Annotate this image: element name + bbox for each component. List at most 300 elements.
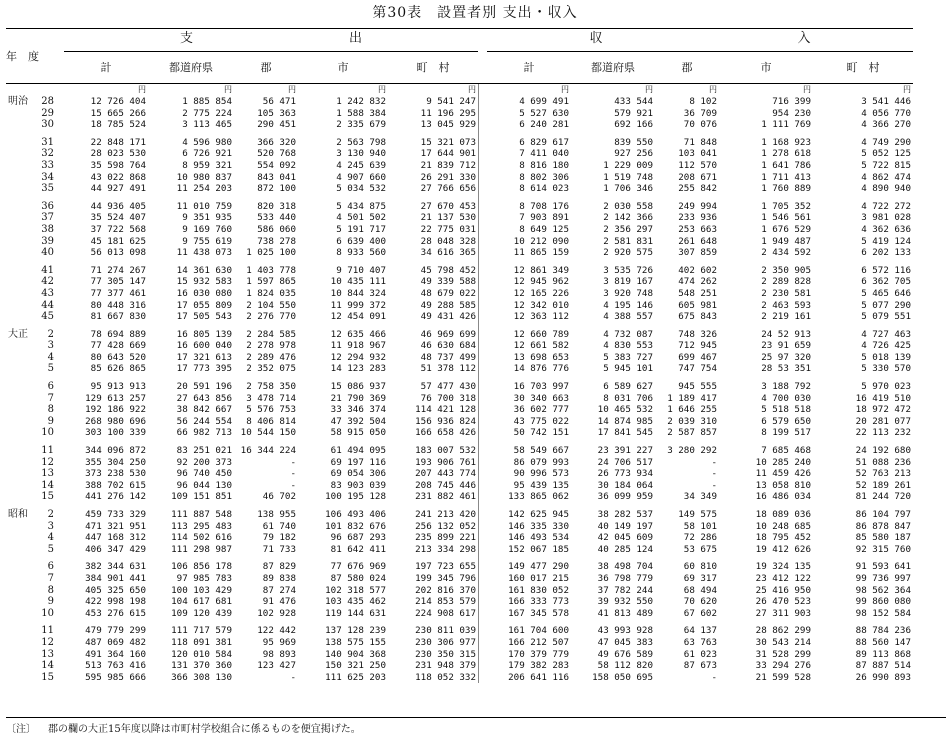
year-cell [6,532,64,544]
year-label: 6 [47,561,54,573]
expenditure-value: 14 123 283 [330,363,386,375]
expenditure-value: 111 717 579 [171,625,232,637]
expenditure-value: 214 853 579 [415,596,476,608]
income-value: 14 874 985 [597,415,653,427]
expenditure-value: 17 773 395 [176,363,232,375]
income-value: 5 052 125 [861,148,911,160]
income-value: 87 887 514 [855,660,911,672]
income-value: 34 349 [683,491,717,503]
income-value: 40 285 124 [597,543,653,555]
income-value: 170 379 779 [508,648,569,660]
income-value: 5 077 290 [861,299,911,311]
expenditure-value: 197 723 655 [415,561,476,573]
income-value: 954 230 [772,107,811,119]
income-value: 5 527 630 [519,107,569,119]
income-value: 58 549 667 [513,445,569,457]
unit-label: 円 [378,85,386,94]
year-cell [6,457,64,469]
column-gap [478,468,487,480]
income-value: 18 089 036 [755,509,811,520]
expenditure-value: 479 779 299 [85,625,146,637]
expenditure-value: 256 132 052 [415,520,476,532]
expenditure-value: 422 998 198 [85,596,146,608]
income-value: 91 593 641 [855,561,911,573]
income-value: 2 434 592 [761,247,811,259]
income-value: 17 841 545 [597,427,653,439]
income-value: 1 949 487 [761,235,811,247]
year-label: 11 [41,445,54,457]
year-cell [6,672,64,684]
expenditure-value: 231 948 379 [415,660,476,672]
expenditure-value: 1 885 854 [182,96,232,107]
expenditure-value: 123 427 [257,660,296,672]
expenditure-value: 344 096 872 [85,445,146,457]
expenditure-value: 230 306 977 [415,636,476,648]
income-value: 18 795 452 [755,532,811,544]
income-value: 4 722 272 [861,200,911,212]
year-cell [6,625,64,637]
income-value: 67 602 [683,607,717,619]
expenditure-value: 193 906 761 [415,456,476,468]
income-value: 161 830 052 [508,584,569,596]
income-value: 8 816 180 [519,159,569,171]
expenditure-value: 137 128 239 [325,625,386,637]
column-gap [478,352,487,364]
year-cell [6,416,64,428]
expenditure-value: 34 616 365 [420,247,476,259]
inc-col-town-village: 町 村 [813,52,913,84]
income-value: 5 018 139 [861,351,911,363]
year-cell [6,183,64,195]
income-value: 25 97 320 [761,351,811,363]
expenditure-value: 111 625 203 [325,671,386,683]
income-value: 2 230 581 [761,287,811,299]
expenditure-value: 11 010 759 [176,200,232,212]
expenditure-value: 15 086 937 [330,381,386,393]
expenditure-value: 9 710 407 [336,264,386,276]
expenditure-value: 81 642 411 [330,543,386,555]
income-value: 69 317 [683,572,717,584]
expenditure-value: 100 195 128 [325,491,386,503]
expenditure-value: 118 091 381 [171,636,232,648]
income-value: 19 412 626 [755,543,811,555]
table-title: 第30表 設置者別 支出・収入 [372,5,578,21]
income-value: 1 646 255 [667,404,717,416]
year-label: 15 [41,671,54,683]
expenditure-value: 8 933 560 [336,247,386,259]
income-value: 2 350 905 [761,264,811,276]
income-value: 5 419 124 [861,235,911,247]
column-gap [478,445,487,457]
expenditure-value: 26 291 330 [420,171,476,183]
income-value: 2 581 831 [603,235,653,247]
expenditure-value: 2 563 798 [336,136,386,148]
income-value: 5 465 646 [861,287,911,299]
income-value: 692 166 [614,119,653,131]
expenditure-value: 2 758 350 [246,381,296,393]
column-gap [478,108,487,120]
year-cell [6,276,64,288]
expenditure-value: 43 022 868 [90,171,146,183]
expenditure-value: 104 617 681 [171,596,232,608]
expenditure-value: 44 936 405 [90,200,146,212]
column-gap [478,544,487,556]
year-label: 12 [41,456,54,468]
expenditure-value: 183 007 532 [415,445,476,457]
expenditure-value: 2 278 978 [246,340,296,352]
year-label: 29 [41,107,54,119]
column-gap [478,172,487,184]
income-value: 3 920 748 [603,287,653,299]
income-value: 4 830 553 [603,340,653,352]
income-value: 16 419 510 [855,392,911,404]
income-value: 2 219 161 [761,311,811,323]
income-value: 2 289 828 [761,276,811,288]
income-value: 12 861 349 [513,264,569,276]
expenditure-value: 77 305 147 [90,276,146,288]
income-value: 43 775 022 [513,415,569,427]
income-value: 12 945 962 [513,276,569,288]
year-cell [6,660,64,672]
expenditure-value: 3 478 714 [246,392,296,404]
expenditure-value: 118 052 332 [415,671,476,683]
expenditure-value: 199 345 796 [415,572,476,584]
expenditure-value: 89 838 [262,572,296,584]
income-value: 1 189 417 [667,392,717,404]
year-label: 36 [41,200,54,212]
income-value: 3 981 028 [861,212,911,224]
exp-col-total: 計 [64,52,148,84]
expenditure-value: 111 887 548 [171,509,232,520]
income-value: 2 356 297 [603,223,653,235]
income-value: 1 676 529 [761,223,811,235]
year-cell [6,637,64,649]
year-label: 7 [47,392,54,404]
year-label: 3 [47,340,54,352]
expenditure-value: 15 932 583 [176,276,232,288]
expenditure-value: 17 644 901 [420,148,476,160]
expenditure-value: 6 639 400 [336,235,386,247]
income-value: 1 711 413 [761,171,811,183]
income-value: 5 079 551 [861,311,911,323]
expenditure-value: 61 494 095 [330,445,386,457]
year-label: 35 [41,183,54,195]
expenditure-value: 10 844 324 [330,287,386,299]
expenditure-value: 96 740 450 [176,468,232,480]
income-value: 945 555 [678,381,717,393]
year-label: 45 [41,311,54,323]
expenditure-value: 5 034 532 [336,183,386,195]
income-value: 8 802 306 [519,171,569,183]
expenditure-value: 37 722 568 [90,223,146,235]
income-value: 307 859 [678,247,717,259]
expenditure-value: 11 254 203 [176,183,232,195]
income-value: 233 936 [678,212,717,224]
year-cell [6,96,64,108]
income-value: 3 280 292 [667,445,717,457]
expenditure-value: 22 848 171 [90,136,146,148]
expenditure-value: 87 580 024 [330,572,386,584]
year-label: 34 [41,171,54,183]
expenditure-value: 49 431 426 [420,311,476,323]
expenditure-value: 366 308 130 [171,671,232,683]
income-value: 8 649 125 [519,223,569,235]
column-gap [478,311,487,323]
expenditure-value: 441 276 142 [85,491,146,503]
expenditure-value: 533 440 [257,212,296,224]
column-gap [478,532,487,544]
year-label: 8 [47,584,54,596]
income-value: 748 326 [678,328,717,340]
year-label: 14 [41,660,54,672]
income-value: 53 675 [683,543,717,555]
income-value: 13 058 810 [755,479,811,491]
year-cell [6,585,64,597]
expenditure-value: 95 913 913 [90,381,146,393]
year-label: 33 [41,159,54,171]
unit-label: 円 [224,85,232,94]
year-cell [6,608,64,620]
income-value: 1 229 009 [603,159,653,171]
expenditure-value: 513 763 416 [85,660,146,672]
income-value: 4 195 146 [603,299,653,311]
column-gap [478,183,487,195]
expenditure-value: 49 339 588 [420,276,476,288]
expenditure-value: 1 025 100 [246,247,296,259]
expenditure-value: 10 544 150 [240,427,296,439]
column-gap [478,427,487,439]
income-value: 12 661 582 [513,340,569,352]
unit-label: 円 [468,85,476,94]
income-value: 4 699 491 [519,96,569,107]
income-value: 1 760 889 [761,183,811,195]
income-value: - [711,456,717,468]
expenditure-value: 459 733 329 [85,509,146,520]
expenditure-value: 21 790 369 [330,392,386,404]
income-value: 2 587 857 [667,427,717,439]
expenditure-value: 2 284 585 [246,328,296,340]
income-value: 61 023 [683,648,717,660]
expenditure-value: 69 197 116 [330,456,386,468]
income-value: 161 704 600 [508,625,569,637]
expenditure-value: 241 213 420 [415,509,476,520]
inc-col-city: 市 [719,52,813,84]
expenditure-value: 27 670 453 [420,200,476,212]
year-cell [6,363,64,375]
income-value: 6 589 627 [603,381,653,393]
expenditure-value: 231 882 461 [415,491,476,503]
exp-col-city: 市 [298,52,388,84]
year-label: 41 [41,264,54,276]
expenditure-value: 80 643 520 [90,351,146,363]
column-gap [478,148,487,160]
expenditure-value: 4 501 502 [336,212,386,224]
income-value: 4 366 270 [861,119,911,131]
expenditure-value: 17 321 613 [176,351,232,363]
expenditure-value: 69 054 306 [330,468,386,480]
era-label: 明治 [8,96,28,107]
income-value: 1 706 346 [603,183,653,195]
inc-col-prefecture: 都道府県 [571,52,655,84]
year-label: 8 [47,404,54,416]
expenditure-value: 77 428 669 [90,340,146,352]
expenditure-value: 213 334 298 [415,543,476,555]
income-value: 747 754 [678,363,717,375]
income-value: 142 625 945 [508,509,569,520]
expenditure-value: - [290,456,296,468]
expenditure-value: 97 985 783 [176,572,232,584]
income-value: 11 459 426 [755,468,811,480]
column-gap [478,224,487,236]
expenditure-value: 12 726 404 [90,96,146,107]
expenditure-value: 156 936 824 [415,415,476,427]
income-value: 8 102 [689,96,717,107]
expenditure-value: 9 541 247 [426,96,476,107]
income-value: 36 798 779 [597,572,653,584]
expenditure-value: 95 969 [262,636,296,648]
expenditure-value: 77 676 969 [330,561,386,573]
expenditure-value: 13 045 929 [420,119,476,131]
expenditure-value: 11 196 295 [420,107,476,119]
year-cell [6,201,64,213]
expenditure-value: 98 893 [262,648,296,660]
year-label: 2 [47,328,54,340]
income-value: 7 685 468 [761,445,811,457]
income-value: 42 045 609 [597,532,653,544]
income-value: 41 813 489 [597,607,653,619]
income-value: 839 550 [614,136,653,148]
year-label: 6 [47,381,54,393]
expenditure-value: 453 276 615 [85,607,146,619]
column-gap [478,381,487,393]
year-label: 39 [41,235,54,247]
expenditure-value: 4 596 980 [182,136,232,148]
income-value: 8 708 176 [519,200,569,212]
income-value: 33 294 276 [755,660,811,672]
income-value: 2 920 575 [603,247,653,259]
expenditure-value: 11 438 073 [176,247,232,259]
expenditure-value: 109 120 439 [171,607,232,619]
income-value: 10 465 532 [597,404,653,416]
expenditure-value: 71 733 [262,543,296,555]
income-value: 4 862 474 [861,171,911,183]
expenditure-value: 122 442 [257,625,296,637]
year-cell [6,573,64,585]
column-gap [478,404,487,416]
expenditure-value: 106 493 406 [325,509,386,520]
expenditure-value: 406 347 429 [85,543,146,555]
income-value: 71 848 [683,136,717,148]
income-value: - [711,479,717,491]
column-gap [478,201,487,213]
income-value: 10 248 685 [755,520,811,532]
year-label: 11 [41,625,54,637]
expenditure-value: 2 352 075 [246,363,296,375]
income-value: 19 324 135 [755,561,811,573]
income-value: 3 819 167 [603,276,653,288]
income-value: 158 050 695 [592,671,653,683]
expenditure-value: 11 918 967 [330,340,386,352]
expenditure-value: 872 100 [257,183,296,195]
expenditure-value: 6 726 921 [182,148,232,160]
column-gap [478,363,487,375]
expenditure-value: 17 055 809 [176,299,232,311]
income-value: 28 862 299 [755,625,811,637]
income-value: 133 865 062 [508,491,569,503]
year-label: 15 [41,491,54,503]
income-value: 146 335 330 [508,520,569,532]
income-value: 87 673 [683,660,717,672]
expenditure-value: 20 591 196 [176,381,232,393]
income-value: 16 703 997 [513,381,569,393]
year-cell [6,491,64,503]
income-value: 548 251 [678,287,717,299]
income-value: 24 192 680 [855,445,911,457]
year-label: 4 [47,351,54,363]
year-cell [6,649,64,661]
expenditure-value: 207 443 774 [415,468,476,480]
income-value: 4 362 636 [861,223,911,235]
expenditure-value: 44 927 491 [90,183,146,195]
income-value: 8 614 023 [519,183,569,195]
expenditure-value: 15 321 073 [420,136,476,148]
income-value: 89 113 868 [855,648,911,660]
expenditure-value: 9 755 619 [182,235,232,247]
income-value: 1 111 769 [761,119,811,131]
year-cell [6,404,64,416]
expenditure-value: 11 999 372 [330,299,386,311]
income-value: 88 784 236 [855,625,911,637]
column-gap [478,649,487,661]
expenditure-value: 33 346 374 [330,404,386,416]
expenditure-value: 230 350 315 [415,648,476,660]
year-cell [6,352,64,364]
income-value: 30 184 064 [597,479,653,491]
income-value: 12 165 226 [513,287,569,299]
expenditure-value: 17 505 543 [176,311,232,323]
income-value: 433 544 [614,96,653,107]
unit-label: 円 [803,85,811,94]
expenditure-value: 56 013 098 [90,247,146,259]
expenditure-value: 85 626 865 [90,363,146,375]
expenditure-value: 1 597 865 [246,276,296,288]
expenditure-value: 100 103 429 [171,584,232,596]
expenditure-value: 113 295 483 [171,520,232,532]
unit-row-blank [6,84,64,96]
income-value: 208 671 [678,171,717,183]
expenditure-value: 114 421 128 [415,404,476,416]
income-value: 52 189 261 [855,479,911,491]
year-cell [6,393,64,405]
expenditure-value: 12 294 932 [330,351,386,363]
expenditure-value: 554 092 [257,159,296,171]
income-value: 68 494 [683,584,717,596]
year-label: 5 [47,363,54,375]
expenditure-value: 91 476 [262,596,296,608]
income-value: 3 541 446 [861,96,911,107]
expenditure-value: 92 200 373 [176,456,232,468]
expenditure-value: 2 775 224 [182,107,232,119]
income-value: 99 860 080 [855,596,911,608]
year-label: 32 [41,148,54,160]
income-value: 70 620 [683,596,717,608]
expenditure-value: 96 044 130 [176,479,232,491]
expenditure-value: 10 980 837 [176,171,232,183]
expenditure-value: 491 364 160 [85,648,146,660]
income-value: 166 333 773 [508,596,569,608]
income-value: 402 602 [678,264,717,276]
expenditure-value: 21 137 530 [420,212,476,224]
